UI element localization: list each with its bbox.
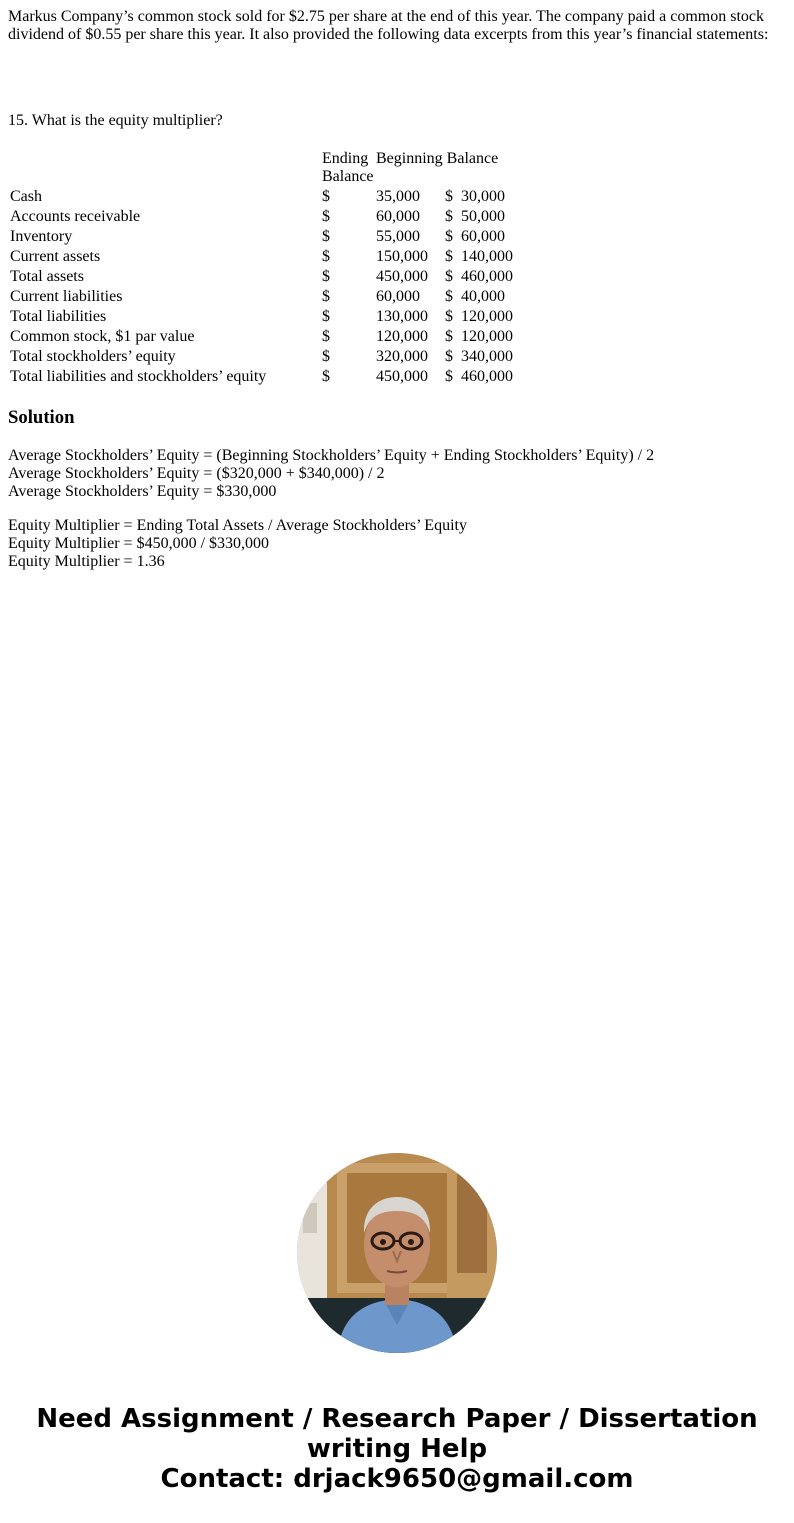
table-body	[10, 188, 521, 386]
row-label: Total stockholders’ equity	[10, 348, 176, 365]
beginning-balance-value: 460,000	[461, 268, 513, 285]
solution-heading: Solution	[8, 407, 75, 428]
currency-symbol: $	[445, 248, 453, 265]
currency-symbol: $	[322, 288, 330, 305]
currency-symbol: $	[322, 268, 330, 285]
ending-balance-value: 150,000	[376, 248, 428, 265]
table-row	[10, 348, 521, 366]
table-row	[10, 288, 521, 306]
ending-balance-value: 450,000	[376, 368, 428, 385]
beginning-balance-value: 40,000	[461, 288, 505, 305]
row-label: Current assets	[10, 248, 101, 265]
ending-balance-value: 320,000	[376, 348, 428, 365]
solution-line: Average Stockholders’ Equity = (Beginning Stockholders’ Equity + Ending Stockholders’ Equity) / 2	[8, 447, 655, 464]
table-row	[10, 268, 521, 286]
currency-symbol: $	[445, 288, 453, 305]
table-row	[10, 208, 521, 226]
currency-symbol: $	[322, 308, 330, 325]
ending-balance-value: 55,000	[376, 228, 420, 245]
row-label: Accounts receivable	[10, 208, 141, 225]
financial-data-table	[8, 148, 523, 388]
currency-symbol: $	[445, 228, 453, 245]
currency-symbol: $	[322, 248, 330, 265]
author-avatar-photo	[297, 1153, 497, 1353]
solution-line: Equity Multiplier = $450,000 / $330,000	[8, 535, 270, 552]
table-row	[10, 368, 521, 386]
promo-line: writing Help	[306, 1434, 488, 1464]
row-label: Cash	[10, 188, 42, 205]
currency-symbol: $	[322, 188, 330, 205]
beginning-balance-value: 30,000	[461, 188, 505, 205]
ending-balance-value: 120,000	[376, 328, 428, 345]
row-label: Total liabilities and stockholders’ equity	[10, 368, 267, 385]
solution-average-equity-block	[8, 447, 654, 501]
currency-symbol: $	[322, 368, 330, 385]
header-beginning-balance: Beginning Balance	[376, 150, 499, 167]
currency-symbol: $	[445, 308, 453, 325]
ending-balance-value: 60,000	[376, 288, 420, 305]
currency-symbol: $	[445, 368, 453, 385]
table-row	[10, 308, 521, 326]
header-ending-balance: Ending Balance	[322, 150, 374, 185]
row-label: Total assets	[10, 268, 84, 285]
promo-banner	[0, 1404, 794, 1494]
currency-symbol: $	[322, 228, 330, 245]
table-row	[10, 328, 521, 346]
currency-symbol: $	[445, 328, 453, 345]
beginning-balance-value: 120,000	[461, 308, 513, 325]
table-header-row	[10, 150, 521, 186]
currency-symbol: $	[445, 348, 453, 365]
promo-line: Need Assignment / Research Paper / Dissertation	[36, 1404, 758, 1434]
ending-balance-value: 450,000	[376, 268, 428, 285]
ending-balance-value: 60,000	[376, 208, 420, 225]
beginning-balance-value: 50,000	[461, 208, 505, 225]
row-label: Common stock, $1 par value	[10, 328, 195, 345]
currency-symbol: $	[322, 208, 330, 225]
promo-contact-line: Contact: drjack9650@gmail.com	[160, 1464, 634, 1494]
solution-equity-multiplier-block	[8, 517, 467, 571]
currency-symbol: $	[445, 208, 453, 225]
question-text: 15. What is the equity multiplier?	[8, 112, 223, 129]
ending-balance-value: 130,000	[376, 308, 428, 325]
solution-line: Average Stockholders’ Equity = $330,000	[8, 483, 277, 500]
currency-symbol: $	[445, 188, 453, 205]
solution-line: Equity Multiplier = 1.36	[8, 553, 165, 570]
table-row	[10, 228, 521, 246]
solution-line: Average Stockholders’ Equity = ($320,000 + $340,000) / 2	[8, 465, 385, 482]
row-label: Total liabilities	[10, 308, 107, 325]
currency-symbol: $	[322, 328, 330, 345]
currency-symbol: $	[445, 268, 453, 285]
solution-line: Equity Multiplier = Ending Total Assets / Average Stockholders’ Equity	[8, 517, 467, 534]
beginning-balance-value: 60,000	[461, 228, 505, 245]
beginning-balance-value: 340,000	[461, 348, 513, 365]
beginning-balance-value: 120,000	[461, 328, 513, 345]
header-blank-cell	[10, 150, 320, 186]
intro-paragraph: Markus Company’s common stock sold for $2.75 per share at the end of this year. The company paid a common stock dividend of $0.55 per share this year. It also provided the following data excerpts from this year’s financial statements:	[8, 8, 769, 43]
currency-symbol: $	[322, 348, 330, 365]
beginning-balance-value: 140,000	[461, 248, 513, 265]
row-label: Current liabilities	[10, 288, 123, 305]
beginning-balance-value: 460,000	[461, 368, 513, 385]
table-row	[10, 188, 521, 206]
table-row	[10, 248, 521, 266]
ending-balance-value: 35,000	[376, 188, 420, 205]
row-label: Inventory	[10, 228, 73, 245]
